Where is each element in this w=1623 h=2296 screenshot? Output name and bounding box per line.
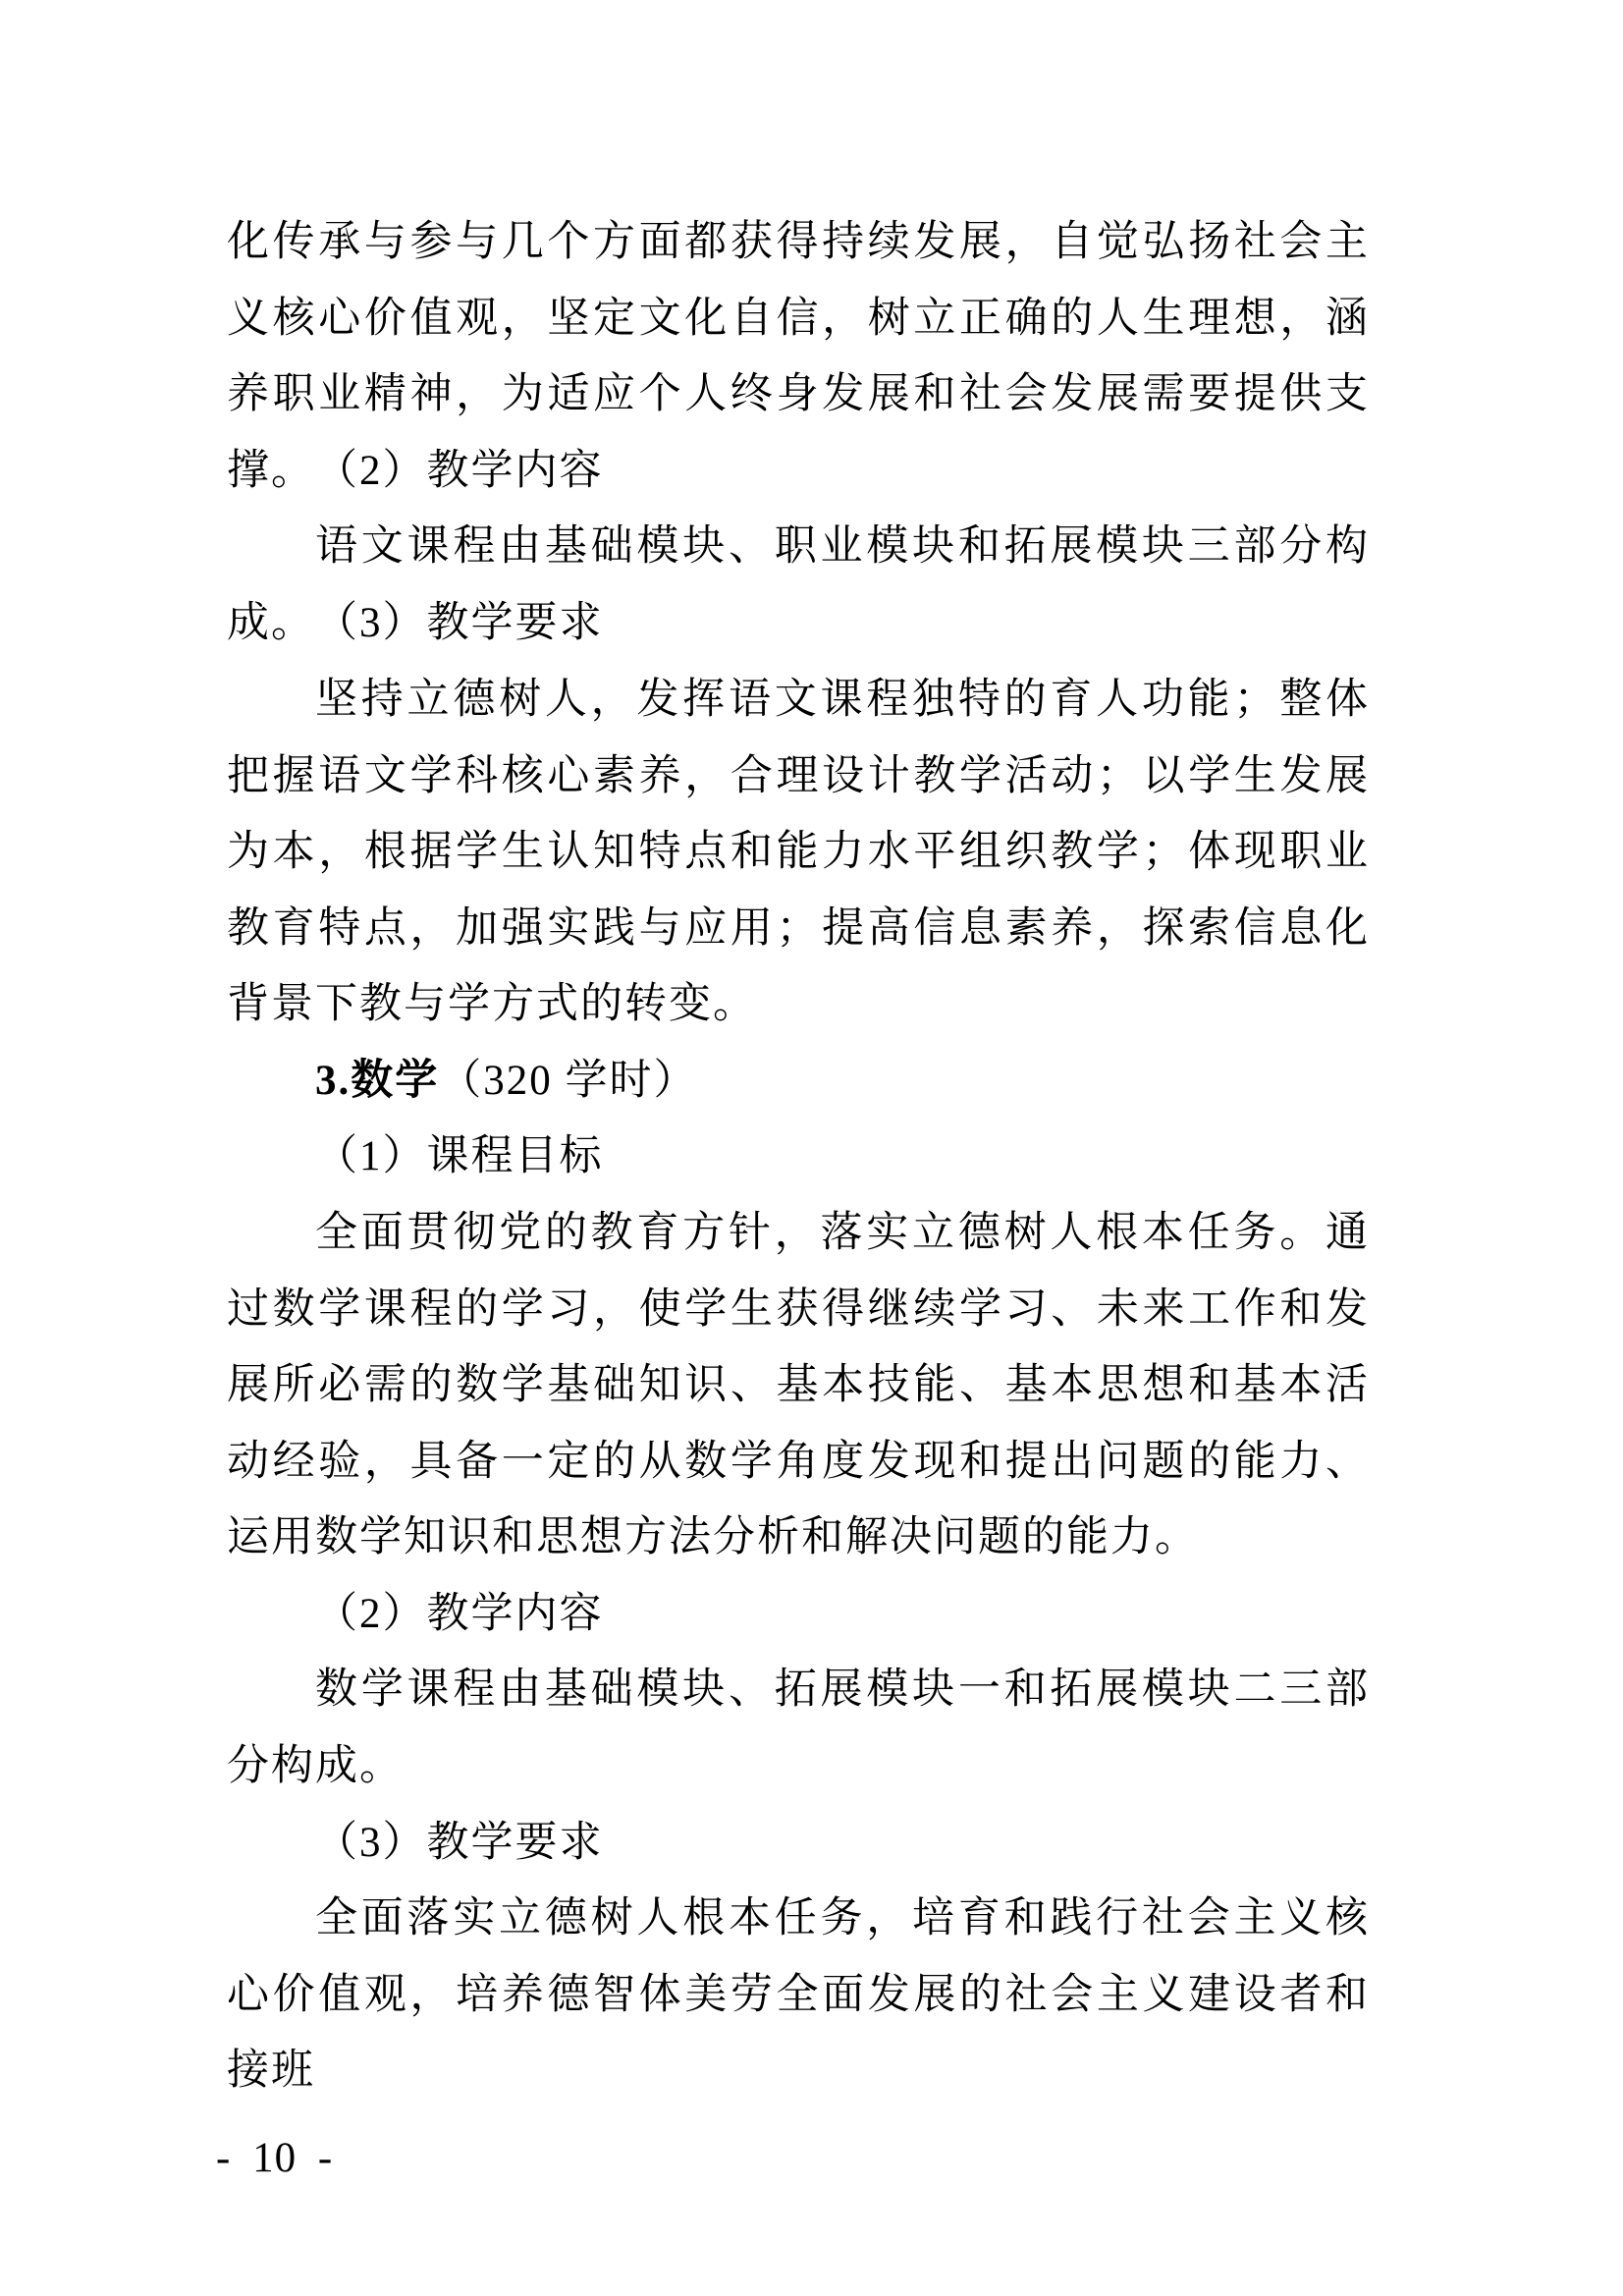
paragraph-continuation: 化传承与参与几个方面都获得持续发展，自觉弘扬社会主义核心价值观，坚定文化自信，树立正确的人生理想，涵养职业精神，为适应个人终身发展和社会发展需要提供支撑。 (227, 219, 1370, 494)
paragraph-math-goals: 全面贯彻党的教育方针，落实立德树人根本任务。通过数学课程的学习，使学生获得继续学习、未来工作和发展所必需的数学基础知识、基本技能、基本思想和基本活动经验，具备一定的从数学角度发现和提出问题的能力、运用数学知识和思想方法分析和解决问题的能力。 (227, 1210, 1370, 1561)
paragraph-math-modules: 数学课程由基础模块、拓展模块一和拓展模块二三部分构成。 (227, 1667, 1370, 1789)
subheading-teaching-requirements-chinese: （3）教学要求 (315, 600, 604, 646)
heading-math-course (227, 1043, 1370, 1120)
page-number: - 10 - (216, 2135, 334, 2181)
subheading-teaching-requirements-math: （3）教学要求 (315, 1820, 604, 1866)
subheading-course-goals-math: （1）课程目标 (315, 1133, 604, 1179)
subheading-teaching-content-math: （2）教学内容 (315, 1591, 604, 1637)
heading-math-course-hours: （320 学时） (439, 1058, 698, 1104)
heading-math-course-number: 3.数学 (315, 1058, 440, 1104)
paragraph-math-requirements: 全面落实立德树人根本任务，培育和践行社会主义核心价值观，培养德智体美劳全面发展的社会主义建设者和接班 (227, 1895, 1370, 2095)
subheading-teaching-content-chinese: （2）教学内容 (315, 448, 604, 494)
paragraph-chinese-modules: 语文课程由基础模块、职业模块和拓展模块三部分构成。 (227, 523, 1370, 646)
paragraph-chinese-requirements: 坚持立德树人，发挥语文课程独特的育人功能；整体把握语文学科核心素养，合理设计教学活动；以学生发展为本，根据学生认知特点和能力水平组织教学；体现职业教育特点，加强实践与应用；提高信息素养，探索信息化背景下教与学方式的转变。 (227, 677, 1370, 1028)
